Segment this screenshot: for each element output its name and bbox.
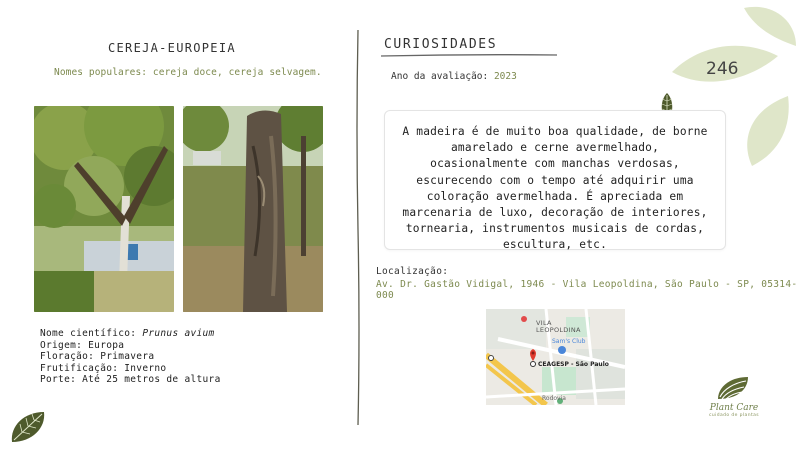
location-map[interactable] bbox=[486, 309, 625, 405]
fruiting-line: Frutificação: Inverno bbox=[40, 362, 167, 374]
brand-logo bbox=[700, 375, 768, 418]
brand-tagline: cuidado de plantas bbox=[708, 413, 760, 418]
brand-leaf-icon bbox=[714, 375, 754, 401]
leaf-icon-bottom-left bbox=[8, 408, 48, 446]
tree-photo-canopy bbox=[34, 106, 174, 312]
map-place-label: Sam's Club bbox=[552, 338, 586, 345]
popular-names: Nomes populares: cereja doce, cereja selvagem. bbox=[54, 67, 322, 78]
evaluation-year-value: 2023 bbox=[493, 71, 517, 82]
evaluation-year-label: Ano da avaliação: bbox=[391, 71, 494, 82]
species-facts bbox=[40, 328, 221, 386]
location-address[interactable]: Av. Dr. Gastão Vidigal, 1946 - Vila Leopoldina, São Paulo - SP, 05314-000 bbox=[376, 279, 798, 301]
curiosities-heading: CURIOSIDADES bbox=[384, 37, 498, 52]
vertical-divider bbox=[355, 30, 361, 425]
flowering-line: Floração: Primavera bbox=[40, 351, 155, 362]
map-road-label: Rodovia bbox=[542, 395, 566, 402]
map-district-label: VILA LEOPOLDINA bbox=[536, 319, 581, 334]
evaluation-year bbox=[391, 71, 517, 82]
page-number: 246 bbox=[706, 59, 739, 79]
species-title: CEREJA-EUROPEIA bbox=[108, 41, 236, 55]
location-label: Localização: bbox=[376, 266, 449, 277]
curiosity-card bbox=[384, 110, 726, 250]
map-pin-label: CEAGESP - São Paulo bbox=[538, 361, 609, 368]
heading-underline bbox=[381, 52, 557, 60]
brand-name: Plant Care bbox=[709, 403, 759, 413]
scientific-name-value: Prunus avium bbox=[142, 328, 215, 339]
scientific-name-label: Nome científico: bbox=[40, 328, 143, 339]
origin-line: Origem: Europa bbox=[40, 339, 125, 351]
curiosity-text: A madeira é de muito boa qualidade, de borne amarelado e cerne avermelhado, ocasionalmente com manchas verdosas, escurecendo com o tempo até adquirir uma coloração avermelhada. É apreciada em marcenaria de luxo, decoração de interiores, tornearia, instrumentos musicais de cordas, escultura, etc. bbox=[402, 125, 708, 252]
tree-photo-trunk bbox=[183, 106, 323, 312]
size-line: Porte: Até 25 metros de altura bbox=[40, 374, 221, 385]
scientific-name-line bbox=[40, 328, 221, 340]
